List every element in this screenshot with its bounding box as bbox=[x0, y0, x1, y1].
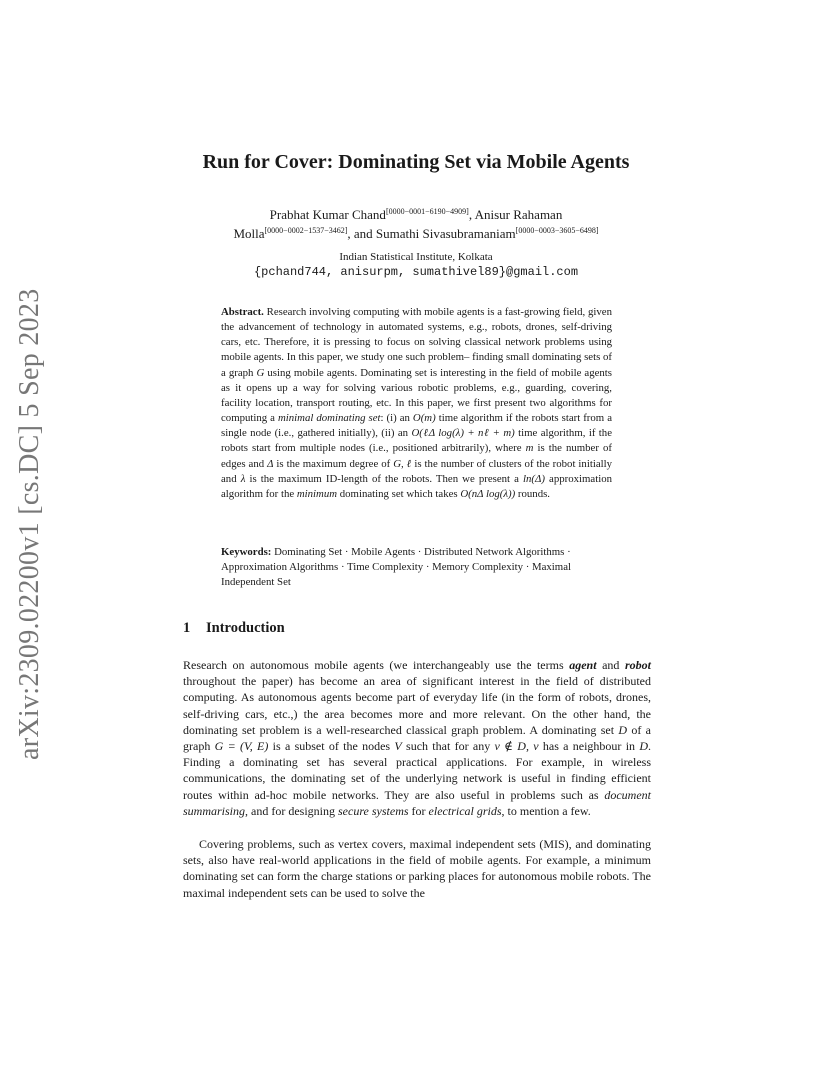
abstract-text: using mobile agents. Dominating set is interesting in the field of mobile agents as it opens up a way for solving various robotic problems, e.g., guarding, covering, facility location, transport routing, etc. In this paper, we first present two algorithms for computing a bbox=[221, 366, 613, 425]
author-emails: {pchand744, anisurpm, sumathivel89}@gmail.com bbox=[253, 265, 579, 279]
abstract-text: is the maximum degree of bbox=[273, 457, 394, 470]
math-symbol: Δ bbox=[267, 457, 274, 470]
abstract bbox=[221, 305, 612, 502]
math-symbol: D bbox=[618, 722, 628, 737]
body-text: for bbox=[408, 803, 429, 818]
emphasis-text: robot bbox=[624, 658, 651, 672]
emphasis-text: minimal dominating set bbox=[277, 412, 381, 425]
author-name: Prabhat Kumar Chand bbox=[269, 207, 386, 222]
body-text: , and for designing bbox=[245, 803, 338, 818]
orcid-id: [0000−0003−3605−6498] bbox=[515, 226, 599, 235]
author-list bbox=[150, 204, 682, 242]
abstract-text: : (i) an bbox=[380, 412, 413, 425]
paper-title: Run for Cover: Dominating Set via Mobile Agents bbox=[202, 151, 630, 173]
math-expression: v ∉ D, v bbox=[494, 739, 539, 754]
author-name: Molla bbox=[233, 226, 265, 241]
math-symbol: G bbox=[256, 366, 265, 379]
math-symbol: m bbox=[525, 442, 534, 455]
author-name: , and Sumathi Sivasubramaniam bbox=[347, 226, 516, 241]
section-number: 1 bbox=[183, 620, 191, 636]
abstract-text: time algorithm, if the robots start from multiple nodes (i.e., positioned arbitrarily), where bbox=[221, 427, 612, 455]
emphasis-text: minimum bbox=[296, 487, 338, 500]
math-symbol: D bbox=[639, 739, 649, 754]
math-symbol: G, ℓ bbox=[393, 457, 412, 470]
orcid-id: [0000−0001−6190−4909] bbox=[385, 207, 469, 216]
section-title: Introduction bbox=[206, 620, 285, 636]
body-text: such that for any bbox=[401, 739, 495, 754]
keywords-label: Keywords: bbox=[221, 546, 272, 558]
abstract-text: Research involving computing with mobile agents is a fast-growing field, given the advancement of technology in automated systems, e.g., robots, drones, self-driving cars, etc. Therefore, it is pressing to focus on solving classical network problems using mobile agents. In this paper, we study one such problem– finding small dominating sets of a graph bbox=[221, 306, 612, 379]
orcid-id: [0000−0002−1537−3462] bbox=[264, 226, 348, 235]
emphasis-text: secure systems bbox=[338, 803, 409, 818]
abstract-text: dominating set which takes bbox=[337, 487, 461, 500]
body-text: . Finding a dominating set has several practical applications. For example, in wireless communications, the dominating set of the underlying network is useful in finding efficient routes within ad-hoc mobile networks. They are also useful in problems such as bbox=[183, 739, 652, 802]
math-expression: O(ℓΔ log(λ) + nℓ + m) bbox=[411, 427, 515, 440]
author-name: , Anisur Rahaman bbox=[468, 207, 563, 222]
body-text: , to mention a few. bbox=[501, 803, 591, 818]
body-text: of a graph bbox=[183, 722, 651, 754]
abstract-text: is the number of clusters of the robot initially and bbox=[221, 457, 613, 485]
math-expression: O(m) bbox=[412, 412, 436, 425]
body-text: is a subset of the nodes bbox=[268, 739, 395, 754]
abstract-text: time algorithm if the robots start from a single node (i.e., gathered initially), (ii) an bbox=[221, 412, 612, 440]
emphasis-text: electrical grids bbox=[428, 803, 502, 818]
keywords-text: Dominating Set · Mobile Agents · Distributed Network Algorithms · Approximation Algorithms · Time Complexity · Memory Complexity · Maximal Independent Set bbox=[221, 546, 571, 589]
abstract-text: rounds. bbox=[515, 487, 551, 500]
math-symbol: λ bbox=[240, 472, 246, 485]
arxiv-identifier: arXiv:2309.02200v1 [cs.DC] 5 Sep 2023 bbox=[14, 288, 45, 760]
abstract-text: approximation algorithm for the bbox=[221, 472, 613, 500]
math-expression: ln(Δ) bbox=[523, 472, 545, 485]
body-text: has a neighbour in bbox=[538, 739, 640, 754]
intro-paragraph bbox=[183, 657, 651, 819]
body-text: and bbox=[596, 658, 625, 672]
intro-paragraph-2: Covering problems, such as vertex covers, maximal independent sets (MIS), and dominating sets, also have real-world applications in the field of mobile agents. For example, a minimum dominating set can form the charge stations or parking places for autonomous mobile robots. The maximal independent sets can be used to solve the bbox=[183, 837, 651, 900]
math-symbol: V bbox=[394, 739, 402, 754]
math-expression: O(nΔ log(λ)) bbox=[460, 487, 516, 500]
math-expression: G = (V, E) bbox=[214, 739, 269, 754]
abstract-text: is the number of edges and bbox=[221, 442, 612, 470]
body-text: throughout the paper) has become an area of significant interest in the field of distributed computing. As autonomous agents become part of everyday life (in the form of robots, drones, self-driving cars, etc.,) the area becomes more and more relevant. On the other hand, the dominating set problem is a well-researched classical graph problem. A dominating set bbox=[183, 674, 651, 737]
affiliation: Indian Statistical Institute, Kolkata bbox=[339, 251, 493, 263]
section-heading bbox=[183, 620, 285, 637]
emphasis-text: agent bbox=[569, 658, 597, 672]
keywords bbox=[221, 545, 612, 590]
abstract-label: Abstract. bbox=[221, 306, 264, 318]
abstract-text: is the maximum ID-length of the robots. Then we present a bbox=[245, 472, 524, 485]
body-text: Research on autonomous mobile agents (we interchangeably use the terms bbox=[183, 658, 570, 672]
emphasis-text: document summarising bbox=[183, 787, 651, 818]
